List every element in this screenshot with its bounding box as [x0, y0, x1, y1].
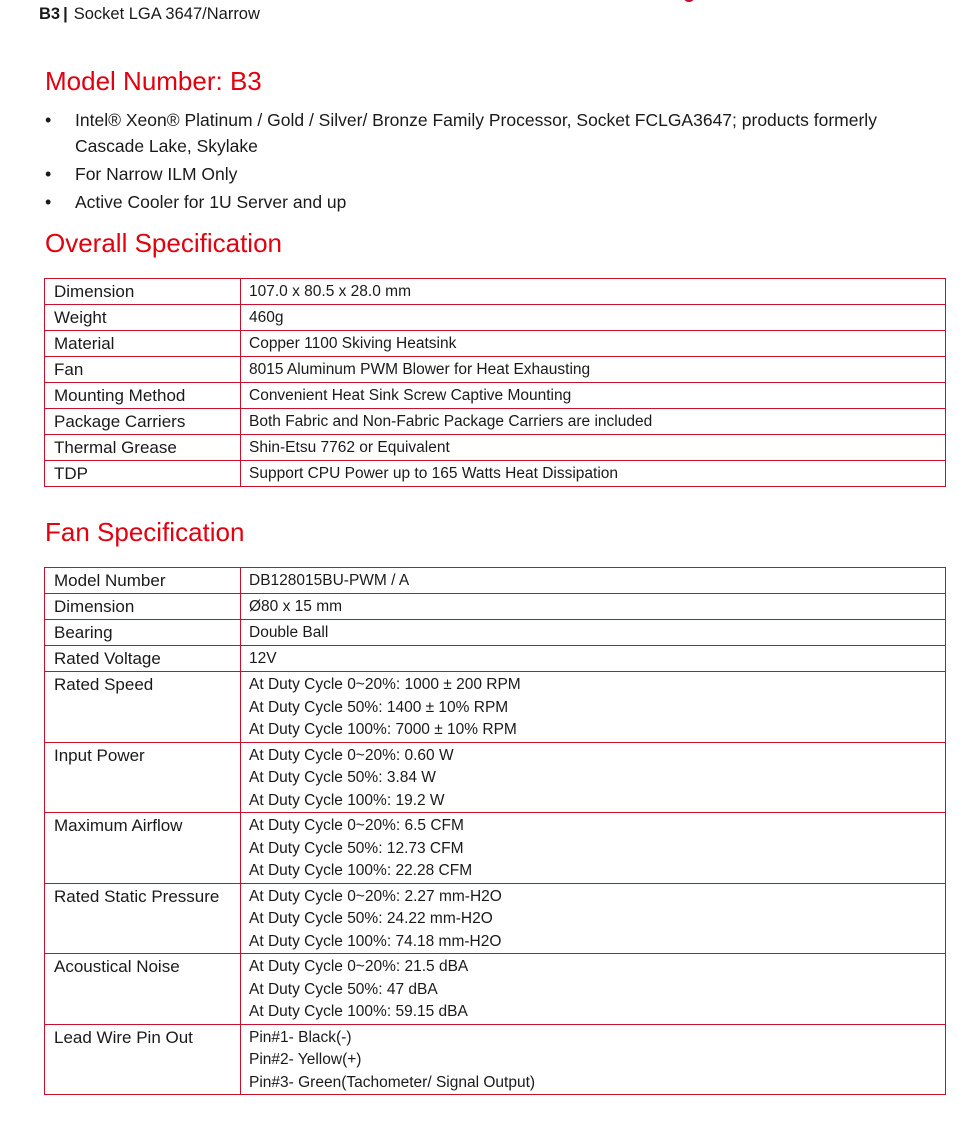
header-socket: Socket LGA 3647/Narrow — [73, 5, 260, 23]
spec-value-line: Pin#2- Yellow(+) — [249, 1051, 362, 1068]
model-feature-item: • Active Cooler for 1U Server and up — [45, 189, 925, 215]
spec-value: Both Fabric and Non-Fabric Package Carriers are included — [241, 409, 946, 435]
table-row — [45, 409, 946, 435]
spec-value-line: At Duty Cycle 0~20%: 21.5 dBA — [249, 958, 469, 975]
spec-value-group — [241, 742, 946, 813]
spec-value: Ø80 x 15 mm — [241, 594, 946, 620]
spec-value: Copper 1100 Skiving Heatsink — [241, 331, 946, 357]
spec-value-group — [241, 883, 946, 954]
model-feature-item: • For Narrow ILM Only — [45, 161, 925, 187]
model-number-title: Model Number: B3 — [45, 66, 262, 96]
page-header — [39, 5, 260, 24]
spec-value-line: Pin#3- Green(Tachometer/ Signal Output) — [249, 1073, 536, 1091]
spec-value-line: At Duty Cycle 100%: 22.28 CFM — [249, 862, 473, 879]
spec-value-line: At Duty Cycle 0~20%: 0.60 W — [249, 746, 454, 764]
spec-key: Lead Wire Pin Out — [45, 1024, 241, 1095]
spec-key: Rated Voltage — [45, 646, 241, 672]
spec-value-group — [241, 672, 946, 743]
fan-spec-title: Fan Specification — [45, 517, 245, 547]
spec-value: 460g — [241, 305, 946, 331]
spec-value-group — [241, 1024, 946, 1095]
spec-value-group — [241, 813, 946, 884]
spec-key: Bearing — [45, 620, 241, 646]
spec-value: 8015 Aluminum PWM Blower for Heat Exhausting — [241, 357, 946, 383]
spec-value-line: Pin#1- Black(-) — [249, 1028, 352, 1046]
header-separator: | — [63, 5, 68, 23]
spec-value: 12V — [241, 646, 946, 672]
spec-value: Support CPU Power up to 165 Watts Heat Dissipation — [241, 461, 946, 487]
page-top-red-mark — [683, 0, 695, 2]
spec-value-group — [241, 954, 946, 1025]
spec-key: Acoustical Noise — [45, 954, 241, 1025]
spec-value-line: At Duty Cycle 100%: 74.18 mm-H2O — [249, 932, 502, 950]
spec-key: Model Number — [45, 568, 241, 594]
spec-key: TDP — [45, 461, 241, 487]
spec-value-line: At Duty Cycle 50%: 47 dBA — [249, 980, 438, 998]
spec-key: Mounting Method — [45, 383, 241, 409]
table-row — [45, 646, 946, 672]
table-row — [45, 383, 946, 409]
spec-value: DB128015BU-PWM / A — [241, 568, 946, 594]
spec-value-line: At Duty Cycle 100%: 59.15 dBA — [249, 1003, 468, 1020]
table-row — [45, 620, 946, 646]
spec-key: Maximum Airflow — [45, 813, 241, 884]
overall-spec-title: Overall Specification — [45, 228, 282, 258]
table-row — [45, 1024, 946, 1095]
table-row — [45, 672, 946, 743]
spec-value: Double Ball — [241, 620, 946, 646]
table-row — [45, 461, 946, 487]
spec-key: Input Power — [45, 742, 241, 813]
spec-value-line: At Duty Cycle 100%: 19.2 W — [249, 791, 445, 809]
spec-value: Convenient Heat Sink Screw Captive Mounting — [241, 383, 946, 409]
table-row — [45, 357, 946, 383]
spec-key: Rated Speed — [45, 672, 241, 743]
spec-value-line: At Duty Cycle 50%: 24.22 mm-H2O — [249, 910, 493, 927]
spec-key: Dimension — [45, 279, 241, 305]
spec-value: 107.0 x 80.5 x 28.0 mm — [241, 279, 946, 305]
table-row — [45, 594, 946, 620]
overall-spec-table — [44, 278, 946, 487]
table-row — [45, 331, 946, 357]
model-feature-list — [45, 107, 925, 217]
table-row — [45, 813, 946, 884]
table-row — [45, 742, 946, 813]
table-row — [45, 883, 946, 954]
table-row — [45, 305, 946, 331]
spec-key: Weight — [45, 305, 241, 331]
fan-spec-table — [44, 567, 946, 1095]
spec-key: Material — [45, 331, 241, 357]
spec-value-line: At Duty Cycle 50%: 1400 ± 10% RPM — [249, 698, 509, 716]
table-row — [45, 435, 946, 461]
spec-key: Package Carriers — [45, 409, 241, 435]
model-feature-item: • Intel® Xeon® Platinum / Gold / Silver/ Bronze Family Processor, Socket FCLGA3647; products formerly Cascade Lake, Skylake — [45, 107, 925, 159]
spec-value-line: At Duty Cycle 100%: 7000 ± 10% RPM — [249, 721, 517, 738]
spec-value-line: At Duty Cycle 50%: 12.73 CFM — [249, 839, 464, 857]
spec-key: Dimension — [45, 594, 241, 620]
spec-key: Rated Static Pressure — [45, 883, 241, 954]
spec-value-line: At Duty Cycle 0~20%: 1000 ± 200 RPM — [249, 676, 521, 693]
header-model-code: B3 — [39, 5, 61, 23]
spec-value-line: At Duty Cycle 0~20%: 6.5 CFM — [249, 817, 464, 834]
spec-key: Thermal Grease — [45, 435, 241, 461]
table-row — [45, 279, 946, 305]
spec-value-line: At Duty Cycle 50%: 3.84 W — [249, 769, 436, 786]
spec-value-line: At Duty Cycle 0~20%: 2.27 mm-H2O — [249, 887, 502, 905]
table-row — [45, 568, 946, 594]
table-row — [45, 954, 946, 1025]
spec-key: Fan — [45, 357, 241, 383]
spec-value: Shin-Etsu 7762 or Equivalent — [241, 435, 946, 461]
